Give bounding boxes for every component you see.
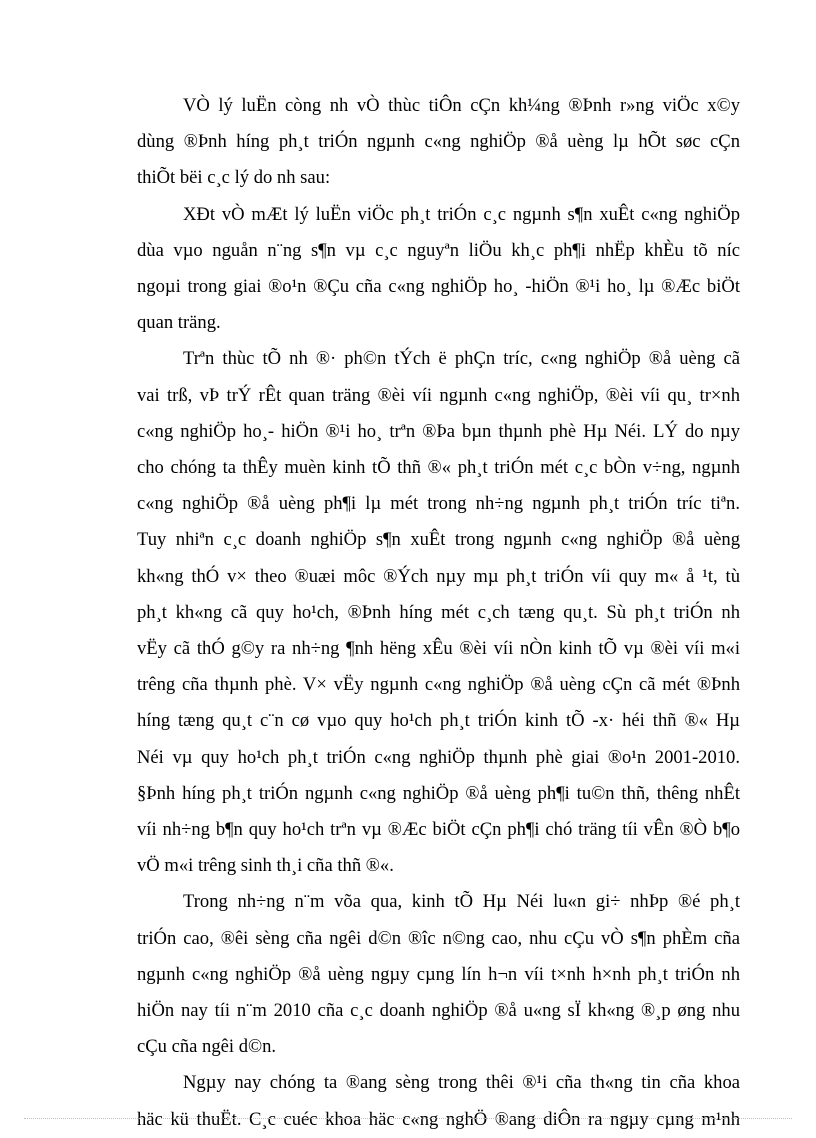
text-line: híng tæng qu¸t c¨n cø vµo quy ho¹ch ph¸t triÓn kinh tÕ -x· héi thñ ®« Hµ [137, 710, 740, 732]
text-line: víi nh÷ng b¶n quy ho¹ch trªn vµ ®Æc biÖt cÇn ph¶i chó träng tíi vÊn ®Ò b¶o [137, 819, 740, 841]
text-line: XÐt vÒ mÆt lý luËn viÖc ph¸t triÓn c¸c ngµnh s¶n xuÊt c«ng nghiÖp [183, 203, 740, 225]
text-line: thiÕt bëi c¸c lý do nh sau: [137, 167, 331, 189]
text-line: ph¸t kh«ng cã quy ho¹ch, ®Þnh híng mét c¸ch tæng qu¸t. Sù ph¸t triÓn nh [137, 601, 740, 623]
text-line: trêng cña thµnh phè. V× vËy ngµnh c«ng nghiÖp ®å uèng cÇn cã mét ®Þnh [137, 674, 740, 696]
text-line: quan träng. [137, 312, 221, 334]
text-line: Trªn thùc tÕ nh ®· ph©n tÝch ë phÇn tríc, c«ng nghiÖp ®å uèng cã [183, 348, 740, 370]
text-line: hiÖn nay tíi n¨m 2010 cña c¸c doanh nghiÖp ®å u«ng sÏ kh«ng ®¸p øng nhu [137, 1000, 740, 1022]
text-line: Néi vµ quy ho¹ch ph¸t triÓn c«ng nghiÖp thµnh phè giai ®o¹n 2001-2010. [137, 746, 740, 768]
text-line: vËy cã thÓ g©y ra nh÷ng ¶nh hëng xÊu ®èi víi nÒn kinh tÕ vµ ®èi víi m«i [137, 638, 740, 660]
text-line: Trong nh÷ng n¨m võa qua, kinh tÕ Hµ Néi lu«n gi÷ nhÞp ®é ph¸t [183, 891, 740, 913]
text-line: cho chóng ta thÊy muèn kinh tÕ thñ ®« ph¸t triÓn mét c¸c bÒn v÷ng, ngµnh [137, 457, 740, 479]
paragraph-4 [137, 884, 740, 1065]
text-line: dùa vµo nguån n¨ng s¶n vµ c¸c nguyªn liÖu kh¸c ph¶i nhËp khÈu tõ níc [137, 239, 740, 261]
text-line: c«ng nghiÖp ho¸- hiÖn ®¹i ho¸ trªn ®Þa bµn thµnh phè Hµ Néi. LÝ do nµy [137, 420, 740, 442]
paragraph-1 [137, 88, 740, 197]
paragraph-2 [137, 197, 740, 342]
text-line: Ngµy nay chóng ta ®ang sèng trong thêi ®¹i cña th«ng tin cña khoa [183, 1072, 740, 1094]
text-line: ngoµi trong giai ®o¹n ®Çu cña c«ng nghiÖp ho¸ -hiÖn ®¹i ho¸ lµ ®Æc biÖt [137, 276, 740, 298]
text-line: vÖ m«i trêng sinh th¸i cña thñ ®«. [137, 855, 394, 877]
text-line: häc kü thuËt. C¸c cuéc khoa häc c«ng nghÖ ®ang diÔn ra ngµy cµng m¹nh [137, 1108, 740, 1130]
text-line: kh«ng thÓ v× theo ®uæi môc ®Ých nµy mµ ph¸t triÓn víi quy m« å ¹t, tù [137, 565, 740, 587]
body-text [137, 88, 740, 1138]
text-line: Tuy nhiªn c¸c doanh nghiÖp s¶n xuÊt trong ngµnh c«ng nghiÖp ®å uèng [137, 529, 740, 551]
text-line: triÓn cao, ®êi sèng cña ngêi d©n ®îc n©ng cao, nhu cÇu vÒ s¶n phÈm cña [137, 927, 740, 949]
text-line: cÇu cña ngêi d©n. [137, 1036, 277, 1058]
text-line: §Þnh híng ph¸t triÓn ngµnh c«ng nghiÖp ®å uèng ph¶i tu©n thñ, thêng nhÊt [137, 782, 740, 804]
text-line: ngµnh c«ng nghiÖp ®å uèng ngµy cµng lín h¬n víi t×nh h×nh ph¸t triÓn nh [137, 963, 740, 985]
text-line: VÒ lý luËn còng nh vÒ thùc tiÔn cÇn kh¼ng ®Þnh r»ng viÖc x©y [183, 95, 740, 116]
text-line: vai trß, vÞ trÝ rÊt quan träng ®èi víi ngµnh c«ng nghiÖp, ®èi víi qu¸ tr×nh [137, 384, 740, 406]
paragraph-5 [137, 1065, 740, 1137]
page-bottom-border [24, 1118, 792, 1119]
text-line: c«ng nghiÖp ®å uèng ph¶i lµ mét trong nh÷ng ngµnh ph¸t triÓn tríc tiªn. [137, 493, 740, 515]
paragraph-3 [137, 341, 740, 884]
text-line: dùng ®Þnh híng ph¸t triÓn ngµnh c«ng nghiÖp ®å uèng lµ hÕt søc cÇn [137, 131, 740, 153]
